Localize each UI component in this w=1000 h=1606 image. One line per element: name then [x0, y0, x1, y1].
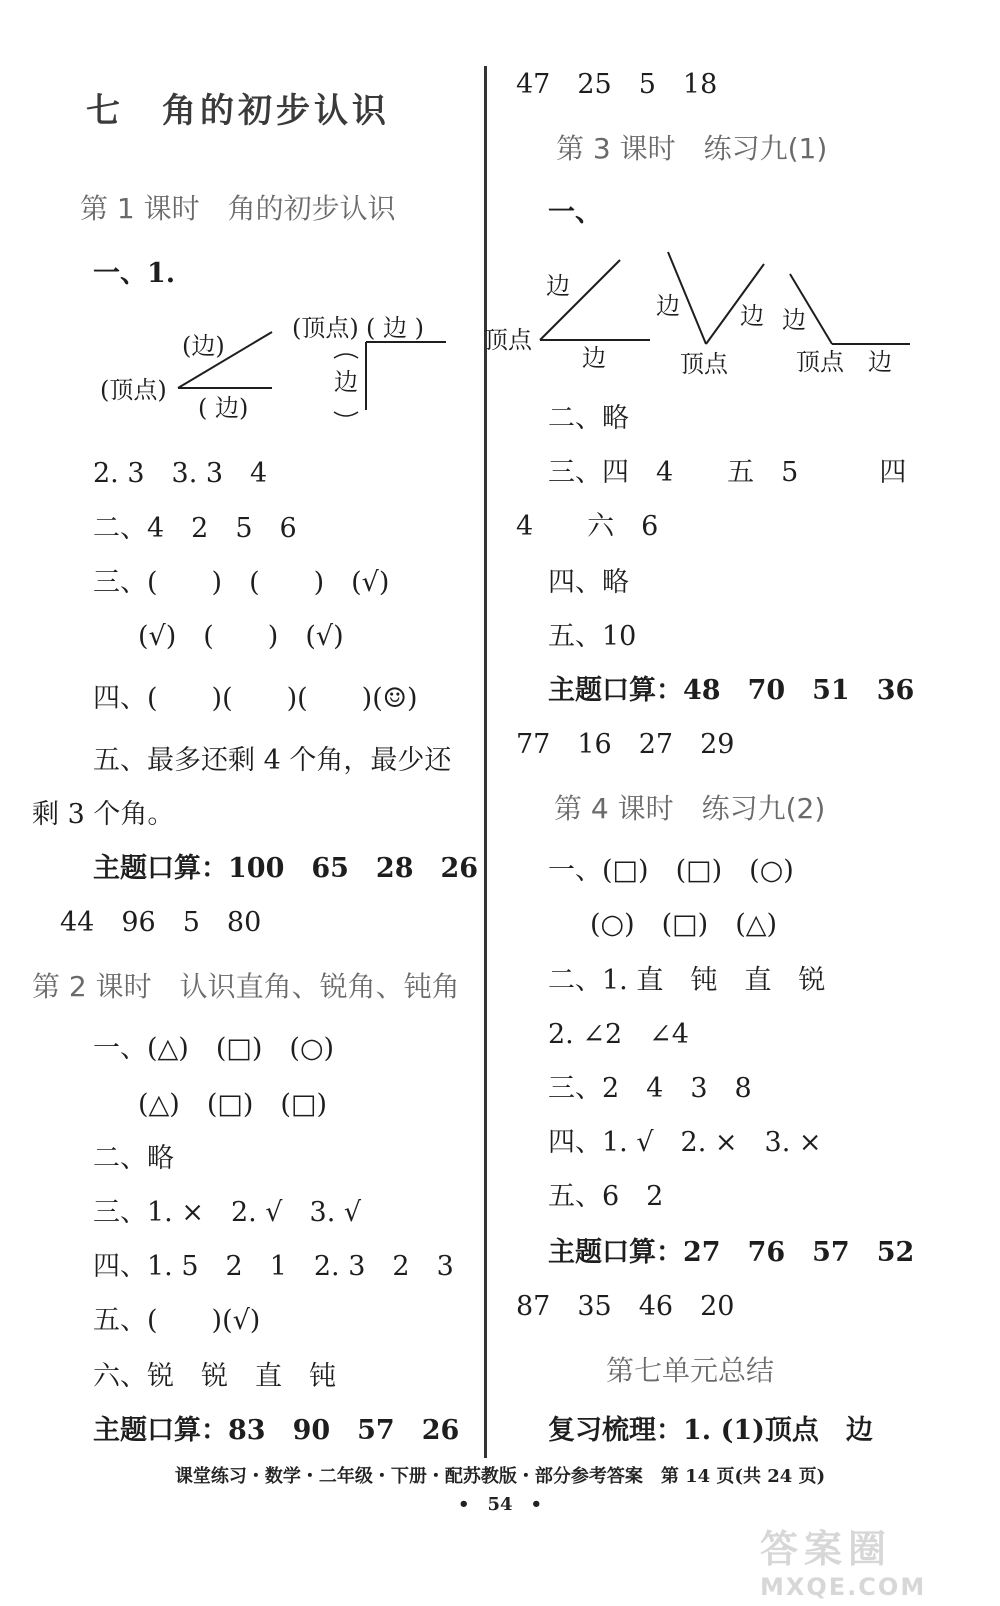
vertex-label-1: 顶点 — [484, 326, 532, 354]
lesson4-oral-line2: 87 35 46 20 — [516, 1291, 735, 1322]
watermark-top: 答案圈 — [760, 1527, 893, 1571]
lesson3-sec5: 五、10 — [548, 621, 637, 652]
summary-heading: 第七单元总结 — [606, 1354, 775, 1387]
lesson3-oral-line1: 主题口算：48 70 51 36 — [548, 675, 915, 706]
lesson1-sec5-line2: 剩 3 个角。 — [32, 799, 175, 830]
edge-label-3a: 边 — [782, 306, 806, 334]
summary-review: 复习梳理：1. (1)顶点 边 — [548, 1415, 873, 1446]
bracket-arc — [334, 412, 358, 416]
edge-label-3b: 边 — [868, 348, 892, 376]
left-vertex-label: (顶点) — [100, 376, 167, 404]
right-vertex-label: (顶点) — [292, 314, 359, 342]
left-edge-bottom-label: ( 边) — [198, 394, 249, 422]
lesson4-sec1-row2: (○) (□) (△) — [590, 909, 778, 940]
lesson2-sec5: 五、( )(√) — [93, 1305, 261, 1336]
lesson2-sec4: 四、1. 5 2 1 2. 3 2 3 — [93, 1251, 454, 1282]
edge-label-2a: 边 — [656, 292, 680, 320]
bracket-arc — [334, 354, 358, 358]
lesson1-angle-figure — [96, 308, 466, 433]
lesson4-heading: 第 4 课时 练习九(2) — [554, 792, 826, 825]
watermark-logo — [760, 1518, 970, 1601]
lesson2-heading: 第 2 课时 认识直角、锐角、钝角 — [32, 970, 460, 1003]
lesson3-sec1: 一、 — [548, 197, 602, 228]
lesson4-sec2-2: 2. ∠2 ∠4 — [548, 1019, 689, 1050]
lesson2-sec2: 二、略 — [93, 1143, 174, 1174]
watermark-bottom: MXQE.COM — [760, 1573, 927, 1601]
lesson3-sec2: 二、略 — [548, 403, 629, 434]
lesson3-sec3-line2: 4 六 6 — [516, 511, 659, 542]
lesson1-oral-line2: 44 96 5 80 — [60, 907, 262, 938]
right-edge-top-label: ( 边 ) — [366, 314, 424, 342]
left-edge-top-label: (边) — [182, 332, 225, 360]
lesson3-angle-figures — [484, 248, 924, 388]
vertex-label-2: 顶点 — [680, 350, 728, 378]
lesson2-sec6: 六、锐 锐 直 钝 — [93, 1361, 336, 1392]
lesson3-heading: 第 3 课时 练习九(1) — [556, 132, 828, 165]
lesson3-sec4: 四、略 — [548, 567, 629, 598]
chapter-title: 七 角的初步认识 — [86, 91, 390, 131]
lesson4-sec1-row1: 一、(□) (□) (○) — [548, 855, 794, 886]
carry-over-numbers: 47 25 5 18 — [516, 69, 718, 100]
lesson3-sec3-line1: 三、四 4 五 5 四 — [548, 457, 907, 488]
lesson1-sec3-row1: 三、( ) ( ) (√) — [93, 567, 390, 598]
lesson2-oral-line1: 主题口算：83 90 57 26 — [93, 1415, 460, 1446]
lesson4-oral-line1: 主题口算：27 76 57 52 — [548, 1237, 915, 1268]
edge-label-1a: 边 — [546, 272, 570, 300]
lesson4-sec2-1: 二、1. 直 钝 直 锐 — [548, 965, 826, 996]
lesson4-sec4: 四、1. √ 2. × 3. × — [548, 1127, 822, 1158]
page-number: • 54 • — [457, 1494, 543, 1515]
lesson1-oral-line1: 主题口算：100 65 28 26 — [93, 853, 479, 884]
lesson4-sec5: 五、6 2 — [548, 1181, 664, 1212]
right-edge-left-label: 边 — [334, 368, 358, 396]
lesson1-sec4: 四、( )( )( )(☺) — [93, 683, 418, 714]
lesson1-q2-3: 2. 3 3. 3 4 — [93, 458, 268, 489]
lesson2-sec1-row1: 一、(△) (□) (○) — [93, 1033, 335, 1064]
lesson2-sec1-row2: (△) (□) (□) — [138, 1089, 327, 1120]
lesson4-sec3: 三、2 4 3 8 — [548, 1073, 752, 1104]
lesson2-sec3: 三、1. × 2. √ 3. √ — [93, 1197, 362, 1228]
lesson1-sec3-row2: (√) ( ) (√) — [138, 621, 344, 652]
lesson1-heading: 第 1 课时 角的初步认识 — [80, 192, 396, 225]
lesson3-oral-line2: 77 16 27 29 — [516, 729, 735, 760]
lesson1-sec5-line1: 五、最多还剩 4 个角，最少还 — [93, 745, 452, 776]
footer-info: 课堂练习・数学・二年级・下册・配苏教版・部分参考答案 第 14 页(共 24 页) — [174, 1466, 826, 1487]
edge-label-2b: 边 — [740, 302, 764, 330]
lesson1-sec2: 二、4 2 5 6 — [93, 513, 297, 544]
lesson1-q1-label: 一、1. — [93, 258, 176, 289]
edge-label-1b: 边 — [582, 344, 606, 372]
vertex-label-3: 顶点 — [796, 348, 844, 376]
